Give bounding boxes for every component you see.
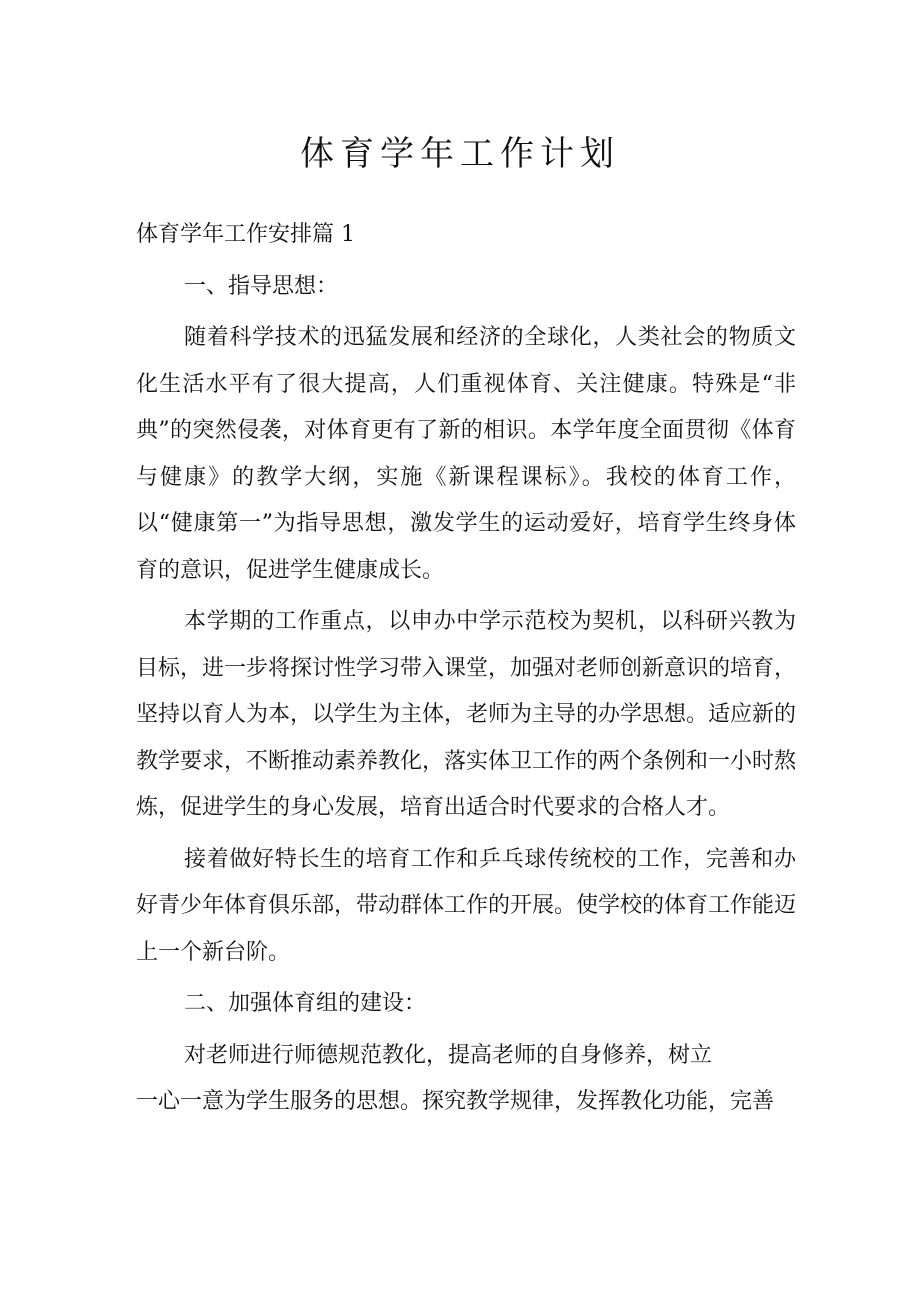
paragraph-background: 随着科学技术的迅猛发展和经济的全球化，人类社会的物质文化生活水平有了很大提高，人们重视体育、关注健康。特殊是“非典”的突然侵袭，对体育更有了新的相识。本学年度全面贯彻《体育与健康》的教学大纲，实施《新课程课标》。我校的体育工作，以“健康第一”为指导思想，激发学生的运动爱好，培育学生终身体育的意识，促进学生健康成长。 [136,325,796,583]
paragraph-teacher-ethics-line1: 对老师进行师德规范教化，提高老师的自身修养，树立 [184,1042,713,1068]
section-heading: 体育学年工作安排篇 1 [136,222,355,247]
paragraph-semester-focus: 本学期的工作重点，以申办中学示范校为契机，以科研兴教为目标，进一步将探讨性学习带入课堂，加强对老师创新意识的培育，坚持以育人为本，以学生为主体，老师为主导的办学思想。适应新的教学要求，不断推动素养教化，落实体卫工作的两个条例和一小时熬炼，促进学生的身心发展，培育出适合时代要求的合格人才。 [136,609,797,820]
document-body [136,212,796,1126]
heading-guiding-ideology: 一、指导思想： [184,273,339,299]
paragraph-specialty-students: 接着做好特长生的培育工作和乒乓球传统校的工作，完善和办好青少年体育俱乐部，带动群体工作的开展。使学校的体育工作能迈上一个新台阶。 [136,846,797,965]
document-title: 体育学年工作计划 [300,134,620,174]
heading-team-building: 二、加强体育组的建设： [184,991,427,1016]
paragraph-teacher-ethics-line2: 一心一意为学生服务的思想。探究教学规律，发挥教化功能，完善 [136,1089,775,1114]
